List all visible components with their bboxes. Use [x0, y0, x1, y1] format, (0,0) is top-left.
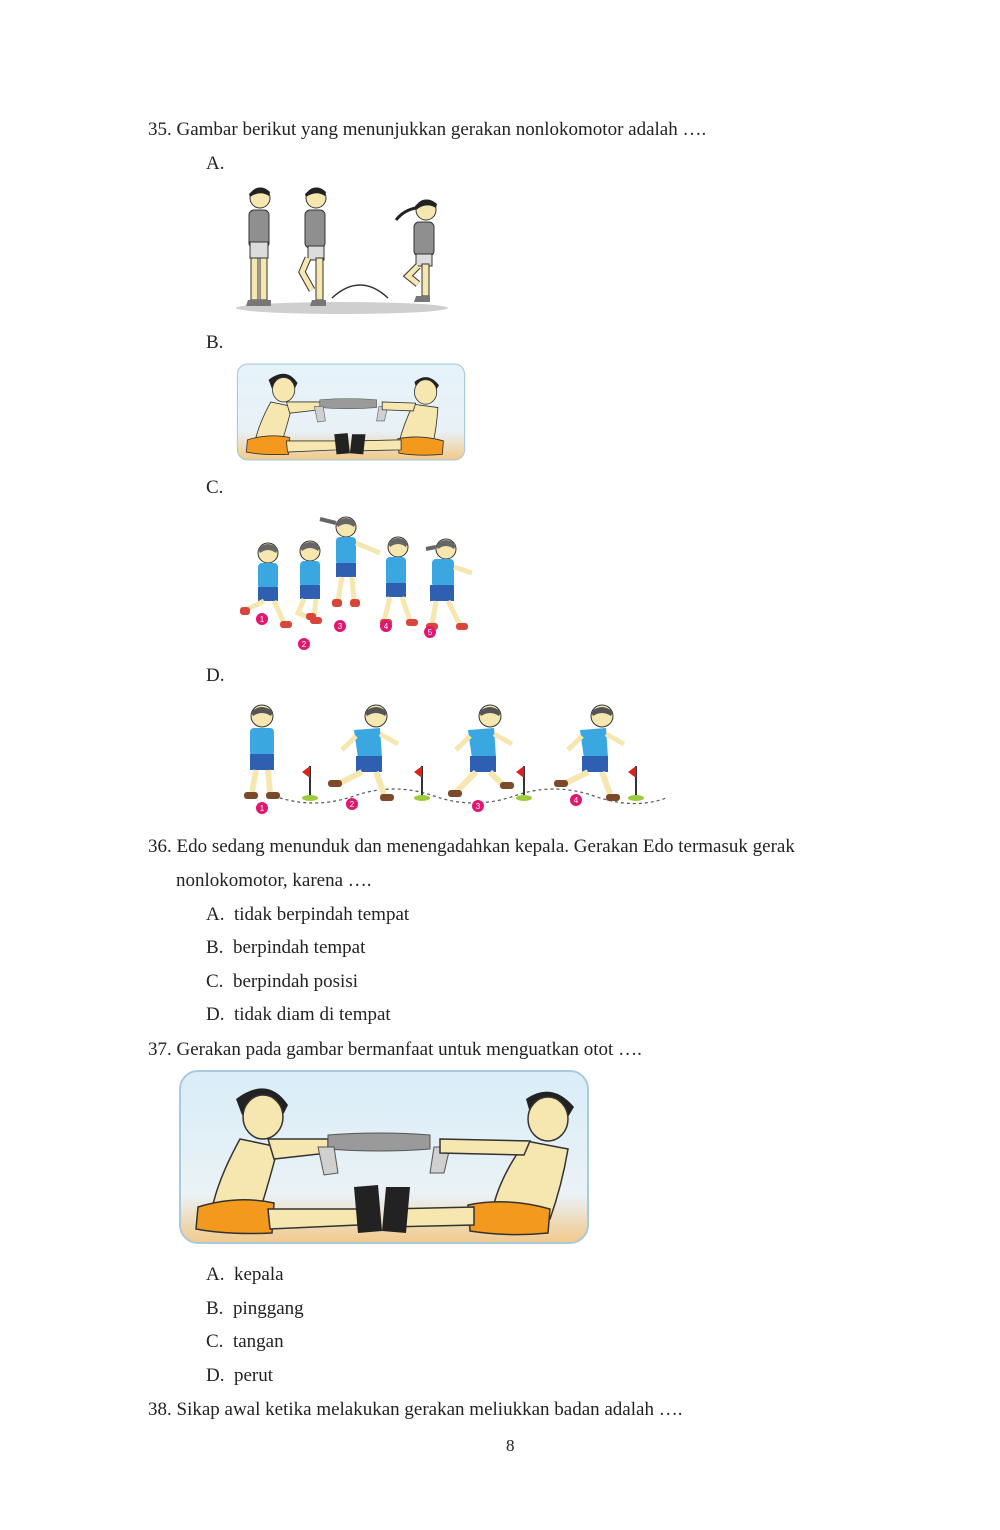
standing-boy-figure [246, 187, 271, 306]
q37-option-b [206, 1298, 304, 1320]
q37-option-a [206, 1264, 284, 1286]
step-badge-d-4: 4 [573, 796, 579, 805]
page-number: 8 [506, 1436, 515, 1455]
option-c-image [234, 513, 478, 653]
option-a-image [232, 180, 452, 318]
step-badge-c-4: 4 [383, 622, 389, 631]
step-badge-d-2: 2 [349, 800, 355, 809]
step-badge-c-2: 2 [301, 640, 307, 649]
question-number: 35. [148, 119, 172, 140]
option-letter-a: A. [206, 153, 225, 174]
hopping-girl-figure [396, 199, 437, 302]
option-letter: A. [206, 1264, 225, 1285]
step-badge-c-5: 5 [427, 628, 433, 637]
question-36 [148, 836, 795, 858]
option-letter: C. [206, 971, 224, 992]
question-number: 36. [148, 836, 172, 857]
q36-option-b [206, 937, 365, 959]
skipping-girl-3 [320, 517, 380, 607]
option-letter: A. [206, 904, 225, 925]
question-38 [148, 1399, 682, 1421]
skipping-girl-2 [298, 541, 322, 624]
option-text: perut [233, 1365, 274, 1386]
question-number: 37. [148, 1039, 172, 1060]
option-text: pinggang [232, 1298, 304, 1319]
q37-option-d [206, 1365, 273, 1387]
step-badge-d-1: 1 [259, 804, 265, 813]
question-text-line-1: Edo sedang menunduk dan menengadahkan kepala. Gerakan Edo termasuk gerak [176, 836, 795, 857]
question-text: Gambar berikut yang menunjukkan gerakan nonlokomotor adalah …. [176, 119, 707, 140]
question-text-line-2: nonlokomotor, karena …. [176, 870, 372, 891]
option-text: tidak diam di tempat [233, 1004, 391, 1025]
question-37 [148, 1039, 642, 1061]
question-number: 38. [148, 1399, 172, 1420]
option-d-image [234, 700, 666, 818]
question-text: Gerakan pada gambar bermanfaat untuk menguatkan otot …. [176, 1039, 642, 1060]
q36-option-d [206, 1004, 391, 1026]
q37-image [176, 1069, 592, 1245]
skipping-girl-5 [426, 539, 472, 630]
option-letter: B. [206, 937, 224, 958]
step-badge-c-3: 3 [337, 622, 343, 631]
question-text: Sikap awal ketika melakukan gerakan meliukkan badan adalah …. [176, 1399, 683, 1420]
skipping-girl-4 [380, 537, 418, 626]
option-text: tidak berpindah tempat [233, 904, 410, 925]
q36-option-a [206, 904, 409, 926]
option-letter-c: C. [206, 477, 224, 498]
option-text: berpindah posisi [232, 971, 359, 992]
option-text: tangan [232, 1331, 284, 1352]
option-letter: D. [206, 1365, 225, 1386]
step-badge-d-3: 3 [475, 802, 481, 811]
option-letter: D. [206, 1004, 225, 1025]
knee-lift-boy-figure [302, 187, 326, 306]
option-letter-b: B. [206, 332, 224, 353]
question-35 [148, 119, 706, 141]
q37-option-c [206, 1331, 284, 1353]
option-text: berpindah tempat [232, 937, 366, 958]
q36-option-c [206, 971, 358, 993]
option-letter: B. [206, 1298, 224, 1319]
step-badge-c-1: 1 [259, 615, 265, 624]
option-b-image [236, 363, 466, 461]
option-text: kepala [233, 1264, 284, 1285]
option-letter-d: D. [206, 665, 225, 686]
option-letter: C. [206, 1331, 224, 1352]
